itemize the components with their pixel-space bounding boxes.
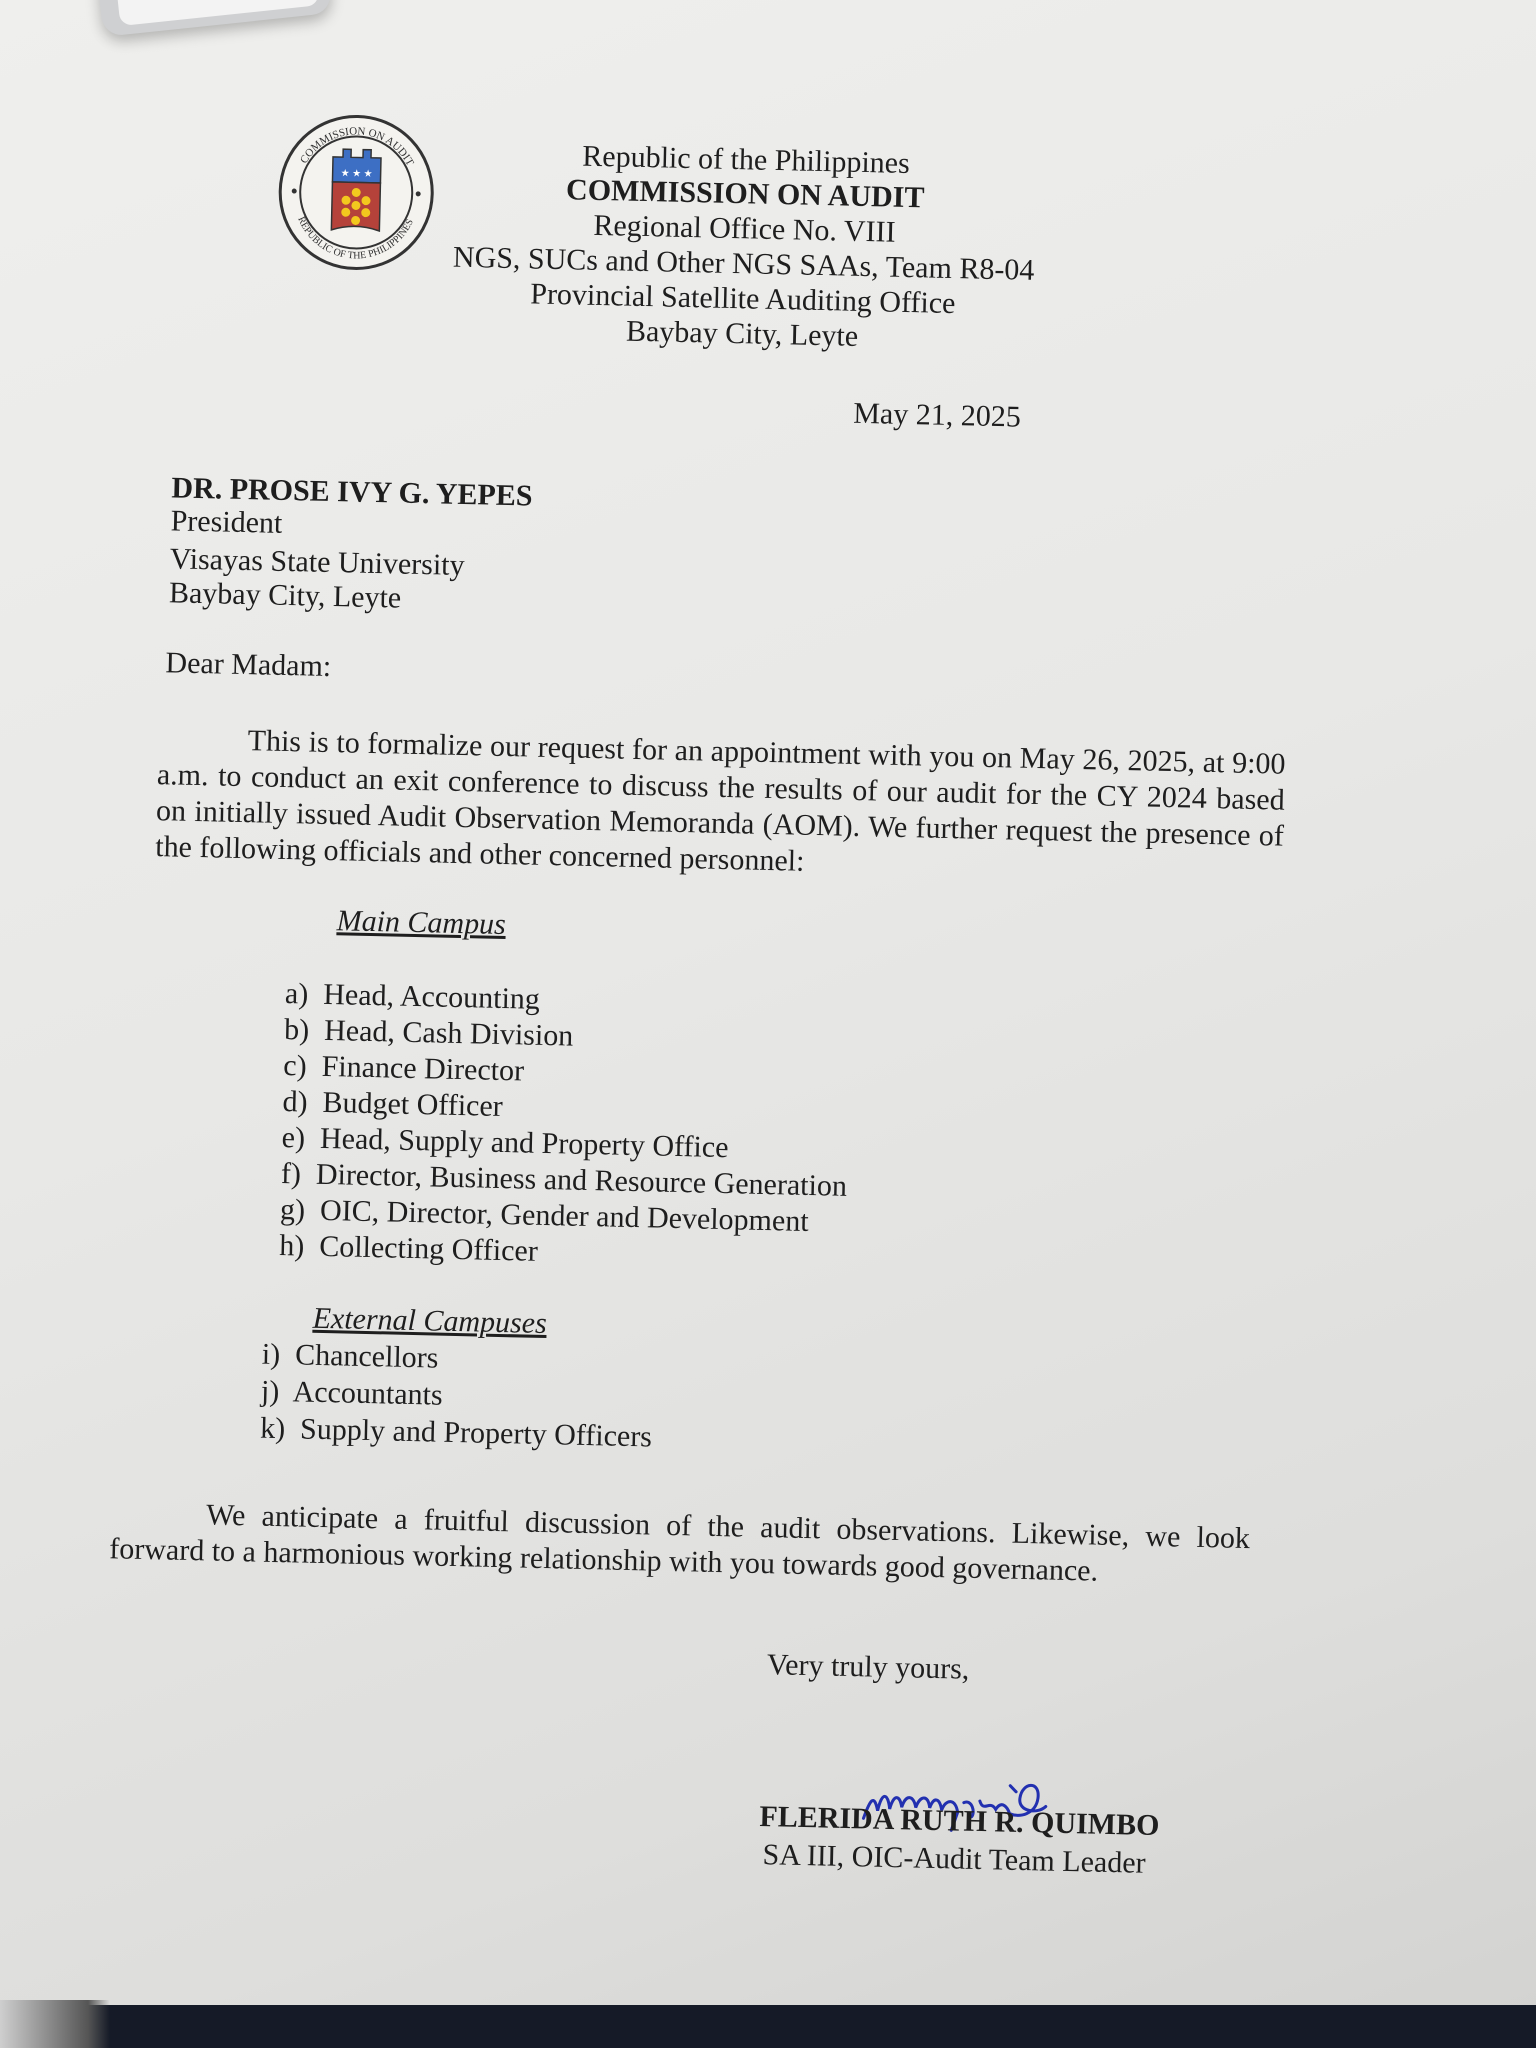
- svg-text:REPUBLIC OF THE PHILIPPINES: REPUBLIC OF THE PHILIPPINES: [295, 215, 416, 262]
- header-regional-office: Regional Office No. VIII: [593, 208, 896, 249]
- header-office: Provincial Satellite Auditing Office: [529, 277, 956, 321]
- item-text: Director, Business and Resource Generation: [315, 1157, 848, 1203]
- list-item: [261, 1375, 443, 1413]
- list-item: [261, 1338, 438, 1376]
- header-country: Republic of the Philippines: [581, 139, 911, 180]
- header-agency: COMMISSION ON AUDIT: [565, 173, 925, 215]
- list-item: [284, 1013, 574, 1054]
- item-text: Head, Accounting: [322, 977, 541, 1016]
- header-team: NGS, SUCs and Other NGS SAAs, Team R8-04: [452, 240, 1035, 287]
- item-label: h): [278, 1228, 305, 1263]
- list-item: [285, 977, 541, 1017]
- item-label: c): [283, 1049, 308, 1083]
- item-label: b): [283, 1013, 310, 1047]
- letter-date: May 21, 2025: [852, 396, 1022, 434]
- light-reflection: [0, 2000, 110, 2048]
- list-item: [283, 1049, 524, 1088]
- list-item: [260, 1412, 653, 1455]
- addressee-organization: Visayas State University: [169, 542, 465, 583]
- external-campuses-heading: External Campuses: [312, 1301, 548, 1341]
- signatory-name: FLERIDA RUTH R. QUIMBO: [759, 1800, 1160, 1843]
- item-label: a): [284, 977, 309, 1011]
- header-location: Baybay City, Leyte: [625, 314, 859, 353]
- item-label: i): [261, 1337, 281, 1372]
- item-label: k): [259, 1411, 286, 1446]
- list-item: [282, 1085, 503, 1124]
- salutation: Dear Madam:: [165, 646, 332, 684]
- item-label: e): [281, 1121, 306, 1155]
- signatory-position: SA III, OIC-Audit Team Leader: [762, 1838, 1146, 1880]
- addressee-address: Baybay City, Leyte: [168, 576, 402, 615]
- item-text: Supply and Property Officers: [299, 1412, 653, 1454]
- main-campus-heading: Main Campus: [336, 904, 507, 942]
- item-text: Chancellors: [294, 1338, 439, 1375]
- item-text: Finance Director: [321, 1049, 525, 1088]
- addressee-name: DR. PROSE IVY G. YEPES: [171, 471, 533, 513]
- item-text: Budget Officer: [322, 1085, 504, 1124]
- item-text: Collecting Officer: [318, 1229, 539, 1268]
- item-text: Head, Supply and Property Office: [319, 1121, 729, 1165]
- item-label: f): [280, 1156, 302, 1191]
- coa-seal-logo: [274, 111, 438, 275]
- complimentary-close: Very truly yours,: [766, 1648, 970, 1686]
- svg-text:COMMISSION ON AUDIT: COMMISSION ON AUDIT: [297, 125, 416, 168]
- item-text: Accountants: [292, 1375, 443, 1412]
- svg-text:★ ★ ★: ★ ★ ★: [340, 168, 373, 180]
- item-label: g): [279, 1192, 306, 1227]
- item-label: j): [260, 1374, 280, 1409]
- list-item: [279, 1229, 538, 1269]
- desk-edge: [0, 2005, 1536, 2048]
- item-label: d): [282, 1085, 308, 1119]
- item-text: Head, Cash Division: [323, 1013, 574, 1053]
- item-text: OIC, Director, Gender and Development: [319, 1193, 810, 1238]
- closing-paragraph: We anticipate a fruitful discussion of the audit observations. Likewise, we look forward to a harmonious working relationship with you towards good governance.: [109, 1498, 1251, 1588]
- addressee-title: President: [170, 504, 283, 540]
- body-paragraph: This is to formalize our request for an appointment with you on May 26, 2025, at 9:00 a.m. to conduct an exit conference to discuss the results of our audit for the CY 2024 based on initially issued Audit Observation Memoranda (AOM). We further request the presence of the following officials and other concerned personnel:: [154, 724, 1286, 878]
